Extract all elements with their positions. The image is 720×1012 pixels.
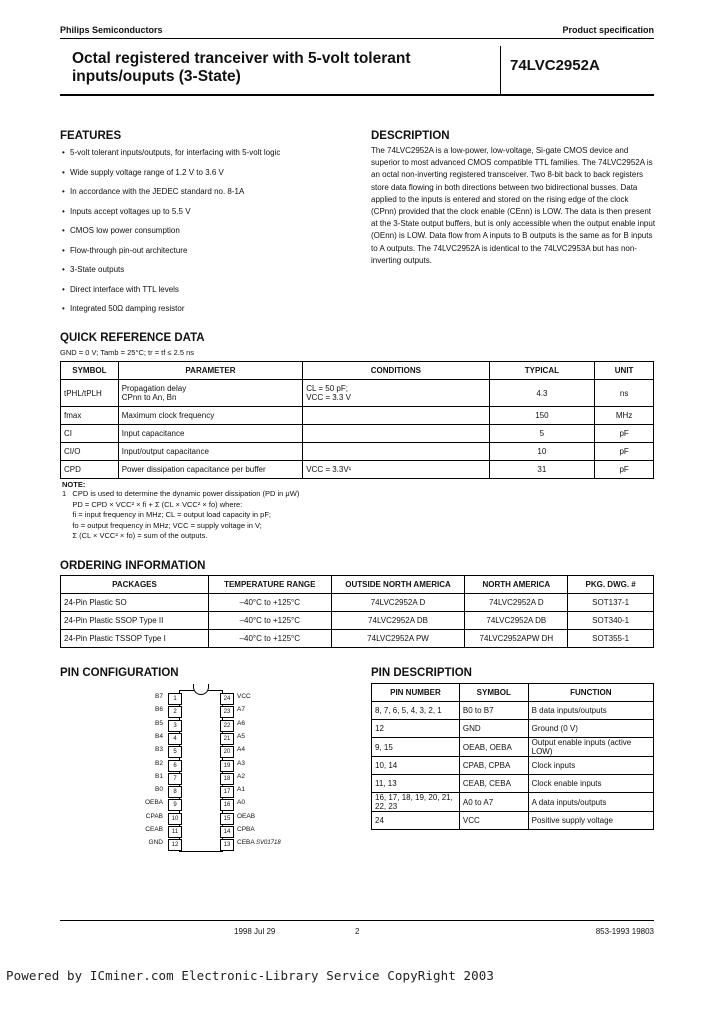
column-header: SYMBOL	[459, 684, 528, 702]
pin-label-left: B7	[155, 693, 163, 700]
table-cell: 24	[372, 812, 460, 830]
column-header: PARAMETER	[118, 362, 303, 380]
table-cell: 11, 13	[372, 775, 460, 793]
quick-ref-heading: QUICK REFERENCE DATA	[60, 332, 205, 344]
pin-label-left: B4	[155, 732, 163, 740]
part-number: 74LVC2952A	[510, 57, 600, 74]
pin-label-right: CPBA	[237, 826, 255, 833]
pin-number: 24	[220, 693, 234, 705]
table-cell: CPAB, CPBA	[459, 757, 528, 775]
table-cell: 74LVC2952A DB	[331, 612, 465, 630]
quick-ref-caption: GND = 0 V; Tamb = 25°C; tr = tf ≤ 2.5 ns	[60, 348, 195, 357]
table-cell: SOT340-1	[568, 612, 654, 630]
symbol-cell: CI/O	[61, 443, 119, 461]
pin-label-left: B1	[155, 772, 163, 780]
feature-text: In accordance with the JEDEC standard no. 8-1A	[70, 187, 245, 196]
pin-number: 14	[220, 826, 234, 838]
condition-line: VCC = 3.3V¹	[306, 465, 352, 474]
symbol-cell: CPD	[61, 461, 119, 479]
pin-number: 3	[168, 720, 182, 732]
pin-number: 21	[220, 733, 234, 745]
pin-number: 22	[220, 720, 234, 732]
pin-label-right: A6	[237, 719, 245, 727]
bullet-icon: •	[62, 245, 65, 255]
table-row	[372, 702, 654, 720]
table-cell: –40°C to +125°C	[208, 612, 331, 630]
pin-label-right: A2	[237, 772, 245, 780]
parameter-cell	[118, 407, 303, 425]
note-line: PD = CPD × VCC² × fi + Σ (CL × VCC² × fo) where:	[62, 499, 243, 509]
figure-code: SV01718	[256, 840, 281, 846]
table-cell: SOT355-1	[568, 630, 654, 648]
pin-label-right: CEBA	[237, 839, 255, 847]
pin-label-left: GND	[148, 839, 163, 847]
table-cell: Clock inputs	[528, 757, 653, 775]
unit-cell: pF	[595, 461, 654, 479]
feature-item	[62, 285, 362, 305]
ordering-heading: ORDERING INFORMATION	[60, 560, 206, 572]
feature-item	[62, 187, 362, 207]
pin-label-left: B6	[155, 706, 163, 714]
column-header: CONDITIONS	[303, 362, 489, 380]
table-row	[61, 443, 654, 461]
table-row	[61, 461, 654, 479]
table-cell: 8, 7, 6, 5, 4, 3, 2, 1	[372, 702, 460, 720]
title-divider	[500, 46, 501, 94]
notes-label: NOTE:	[62, 480, 86, 489]
pin-desc-table	[371, 683, 654, 830]
pin-number: 5	[168, 746, 182, 758]
conditions-cell	[303, 461, 489, 479]
table-row	[372, 793, 654, 812]
table-cell: Positive supply voltage	[528, 812, 653, 830]
table-row	[372, 775, 654, 793]
pin-label-left: CPAB	[145, 812, 163, 820]
pin-label-left: B5	[155, 719, 163, 727]
pin-label-left: B3	[155, 746, 163, 754]
symbol-cell: fmax	[61, 407, 119, 425]
bullet-icon: •	[62, 226, 65, 235]
table-cell: GND	[459, 720, 528, 738]
feature-text: 5-volt tolerant inputs/outputs, for interfacing with 5-volt logic	[70, 148, 281, 157]
feature-item	[62, 226, 362, 246]
unit-cell: ns	[595, 380, 654, 407]
feature-item	[62, 168, 362, 188]
note-line: fo = output frequency in MHz; VCC = supply voltage in V;	[62, 520, 262, 530]
column-header: TEMPERATURE RANGE	[208, 576, 331, 594]
table-cell: 74LVC2952A D	[331, 594, 465, 612]
parameter-cell	[118, 380, 303, 407]
table-row	[372, 738, 654, 757]
pin-number: 11	[168, 826, 182, 838]
bullet-icon: •	[62, 265, 65, 274]
table-cell: 74LVC2952A D	[465, 594, 568, 612]
table-row	[61, 407, 654, 425]
unit-cell: pF	[595, 425, 654, 443]
pin-label-left: B2	[155, 759, 163, 767]
typical-cell: 5	[489, 425, 595, 443]
typical-cell: 10	[489, 443, 595, 461]
footer-rule	[60, 920, 654, 921]
ic-body	[179, 690, 223, 852]
feature-text: Wide supply voltage range of 1.2 V to 3.6 V	[70, 167, 224, 177]
table-cell: 16, 17, 18, 19, 20, 21, 22, 23	[372, 793, 460, 812]
pin-number: 12	[168, 839, 182, 851]
footer-date: 1998 Jul 29	[234, 927, 276, 936]
pin-number: 13	[220, 839, 234, 851]
table-cell: 24-Pin Plastic SO	[61, 594, 209, 612]
table-cell: 74LVC2952A PW	[331, 630, 465, 648]
pin-label-left: B0	[155, 786, 163, 794]
pin-number: 1	[168, 693, 182, 705]
description-heading: DESCRIPTION	[371, 130, 450, 142]
table-cell: –40°C to +125°C	[208, 594, 331, 612]
feature-item	[62, 148, 362, 168]
features-heading: FEATURES	[60, 130, 122, 142]
bullet-icon: •	[62, 304, 65, 313]
bullet-icon: •	[62, 284, 65, 294]
table-cell: 12	[372, 720, 460, 738]
bullet-icon: •	[62, 187, 65, 196]
table-cell: 74LVC2952APW DH	[465, 630, 568, 648]
table-cell: OEAB, OEBA	[459, 738, 528, 757]
pin-number: 16	[220, 799, 234, 811]
pin-label-right: A4	[237, 746, 245, 754]
feature-text: Flow-through pin-out architecture	[70, 245, 188, 255]
typical-cell: 150	[489, 407, 595, 425]
parameter-line: CPnn to An, Bn	[121, 393, 177, 402]
typical-cell: 31	[489, 461, 595, 479]
conditions-cell	[303, 407, 489, 425]
column-header: PIN NUMBER	[372, 684, 460, 702]
table-cell: 24-Pin Plastic SSOP Type II	[61, 612, 209, 630]
pin-label-left: OEBA	[144, 799, 163, 807]
doc-type: Product specification	[562, 25, 654, 35]
table-row	[61, 380, 654, 407]
table-cell: SOT137-1	[568, 594, 654, 612]
pin-label-right: A7	[237, 706, 245, 714]
feature-text: Direct interface with TTL levels	[70, 284, 179, 294]
typical-cell: 4.3	[489, 380, 595, 407]
company-name: Philips Semiconductors	[60, 25, 163, 35]
page-title	[72, 50, 492, 86]
pin-config-heading: PIN CONFIGURATION	[60, 667, 179, 679]
note-line: fi = input frequency in MHz; CL = output load capacity in pF;	[62, 510, 271, 520]
parameter-line: Maximum clock frequency	[121, 411, 215, 420]
parameter-line: Power dissipation capacitance per buffer	[121, 465, 266, 474]
feature-item	[62, 246, 362, 266]
pin-number: 10	[168, 813, 182, 825]
condition-line: VCC = 3.3 V	[306, 393, 351, 402]
table-cell: A data inputs/outputs	[528, 793, 653, 812]
table-row	[372, 720, 654, 738]
footer-code: 853-1993 19803	[595, 927, 654, 936]
table-cell: 74LVC2952A DB	[465, 612, 568, 630]
pin-number: 9	[168, 799, 182, 811]
table-row	[61, 612, 654, 630]
title-rule	[60, 94, 654, 96]
pin-number: 2	[168, 706, 182, 718]
feature-text: Inputs accept voltages up to 5.5 V	[70, 206, 191, 216]
table-row	[372, 757, 654, 775]
pin-number: 15	[220, 813, 234, 825]
parameter-line: Input/output capacitance	[121, 447, 209, 456]
pin-diagram	[100, 688, 300, 858]
pin-number: 17	[220, 786, 234, 798]
pin-number: 18	[220, 773, 234, 785]
table-row	[61, 594, 654, 612]
table-row	[61, 425, 654, 443]
pin-desc-heading: PIN DESCRIPTION	[371, 667, 472, 679]
table-cell: 9, 15	[372, 738, 460, 757]
conditions-cell	[303, 380, 489, 407]
parameter-cell	[118, 443, 303, 461]
parameter-line: Propagation delay	[121, 384, 187, 393]
table-cell: Output enable inputs (active LOW)	[528, 738, 653, 757]
bullet-icon: •	[62, 148, 65, 157]
feature-text: 3-State outputs	[70, 265, 125, 274]
quick-ref-notes	[62, 489, 462, 542]
pin-label-right: A1	[237, 786, 245, 794]
column-header: SYMBOL	[61, 362, 119, 380]
pin-label-right: VCC	[237, 693, 251, 700]
pin-number: 23	[220, 706, 234, 718]
note-line: Σ (CL × VCC² × fo) = sum of the outputs.	[62, 531, 208, 541]
feature-item	[62, 265, 362, 285]
pin-label-right: OEAB	[237, 812, 256, 820]
pin-label-left: CEAB	[145, 826, 163, 833]
pin-number: 20	[220, 746, 234, 758]
table-cell: Ground (0 V)	[528, 720, 653, 738]
feature-text: Integrated 50Ω damping resistor	[70, 304, 185, 313]
table-cell: 10, 14	[372, 757, 460, 775]
symbol-cell: CI	[61, 425, 119, 443]
feature-item	[62, 207, 362, 227]
pin-number: 19	[220, 760, 234, 772]
table-cell: CEAB, CEBA	[459, 775, 528, 793]
table-cell: 24-Pin Plastic TSSOP Type I	[61, 630, 209, 648]
description-text: The 74LVC2952A is a low-power, low-voltage, Si-gate CMOS device and superior to most advanced CMOS compatible TTL families. The 74LVC2952A is an octal non-inverting registered transceiver. Two 8-bit back to back registers store data flowing in both directions between two bidirectional busses. Data applied to the inputs is entered and stored on the rising edge of the clock (CPnn) provided that the clock enable (CEnn) is LOW. The data is then present at the 3-State output buffers, but is only accessible when the output enable input (OEnn) is LOW. Data flow from A inputs to B outputs is the same as for B inputs to A outputs. The 74LVC2952A is identical to the 74LVC2953A but has non-inverting outputs.	[371, 146, 656, 265]
pin-label-right: A3	[237, 759, 245, 767]
column-header: TYPICAL	[489, 362, 595, 380]
column-header: OUTSIDE NORTH AMERICA	[331, 576, 465, 594]
parameter-cell	[118, 425, 303, 443]
table-cell: B0 to B7	[459, 702, 528, 720]
feature-text: CMOS low power consumption	[70, 226, 180, 235]
parameter-cell	[118, 461, 303, 479]
pin-label-right: A5	[237, 732, 245, 740]
header-rule	[60, 38, 654, 39]
quick-ref-table	[60, 361, 654, 479]
conditions-cell	[303, 443, 489, 461]
feature-item	[62, 304, 362, 324]
table-cell: VCC	[459, 812, 528, 830]
features-list	[62, 148, 362, 324]
column-header: UNIT	[595, 362, 654, 380]
column-header: FUNCTION	[528, 684, 653, 702]
unit-cell: pF	[595, 443, 654, 461]
bullet-icon: •	[62, 167, 65, 177]
ordering-table	[60, 575, 654, 648]
column-header: PACKAGES	[61, 576, 209, 594]
watermark: Powered by ICminer.com Electronic-Library Service CopyRight 2003	[6, 968, 495, 983]
table-cell: –40°C to +125°C	[208, 630, 331, 648]
conditions-cell	[303, 425, 489, 443]
bullet-icon: •	[62, 206, 65, 216]
table-cell: Clock enable inputs	[528, 775, 653, 793]
title-line-2: inputs/ouputs (3-State)	[72, 68, 241, 85]
table-cell: B data inputs/outputs	[528, 702, 653, 720]
pin-label-right: A0	[237, 799, 245, 807]
condition-line: CL = 50 pF;	[306, 384, 348, 393]
pin-number: 4	[168, 733, 182, 745]
pin-number: 8	[168, 786, 182, 798]
parameter-line: Input capacitance	[121, 429, 185, 438]
column-header: PKG. DWG. #	[568, 576, 654, 594]
pin-number: 7	[168, 773, 182, 785]
title-line-1: Octal registered tranceiver with 5-volt tolerant	[72, 50, 411, 67]
footer-page: 2	[355, 927, 360, 936]
column-header: NORTH AMERICA	[465, 576, 568, 594]
unit-cell: MHz	[595, 407, 654, 425]
symbol-cell: tPHL/tPLH	[61, 380, 119, 407]
table-row	[372, 812, 654, 830]
table-cell: A0 to A7	[459, 793, 528, 812]
table-row	[61, 630, 654, 648]
pin-number: 6	[168, 760, 182, 772]
note-line: 1 CPD is used to determine the dynamic power dissipation (PD in μW)	[62, 489, 300, 498]
